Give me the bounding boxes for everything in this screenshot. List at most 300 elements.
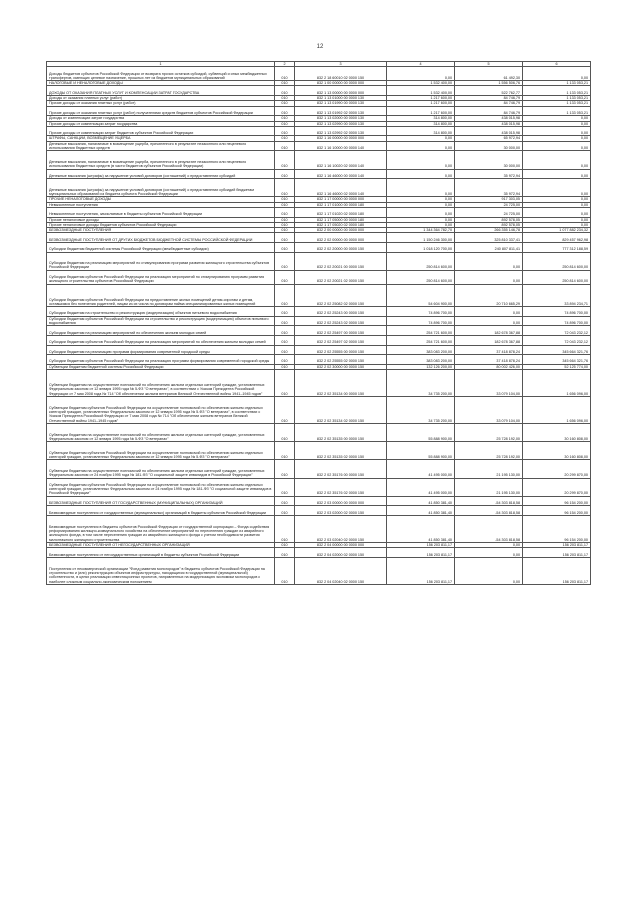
executed-amount-cell: 33 079 104,00 xyxy=(455,397,523,424)
budget-class-code-cell: 832 1 16 10000 00 0000 140 xyxy=(295,141,387,151)
budget-class-code-cell: 832 2 02 20021 00 0000 150 xyxy=(295,252,387,270)
approved-amount-cell: 0,00 xyxy=(387,197,455,202)
line-code-cell: 010 xyxy=(275,424,295,442)
revenue-name-cell: БЕЗВОЗМЕЗДНЫЕ ПОСТУПЛЕНИЯ ОТ ГОСУДАРСТВЕННЫХ (МУНИЦИПАЛЬНЫХ) ОРГАНИЗАЦИЙ xyxy=(47,496,275,506)
revenue-name-cell: ПРОЧИЕ НЕНАЛОГОВЫЕ ДОХОДЫ xyxy=(47,197,275,202)
revenue-name-cell: Денежные взыскания, налагаемые в возмещение ущерба, причиненного в результате незаконного или нецелевого использования бюджетных средств (в части бюджетов субъектов Российской Федерации) xyxy=(47,151,275,169)
line-code-cell: 010 xyxy=(275,116,295,121)
line-code-cell: 010 xyxy=(275,557,295,584)
line-code-cell: 010 xyxy=(275,67,295,81)
line-code-cell: 010 xyxy=(275,496,295,506)
budget-class-code-cell: 832 1 16 46000 02 0000 140 xyxy=(295,179,387,197)
approved-amount-cell: 54 604 900,00 xyxy=(387,284,455,307)
executed-amount-cell: 182 678 367,88 xyxy=(455,326,523,336)
page-number: 12 xyxy=(316,44,324,50)
revenue-name-cell: Субвенции бюджетам субъектов Российской Федерации на осуществление полномочий по обеспечению жильем отдельных категорий граждан, установленных Федеральным законом от 12 января 1995 года № 5-ФЗ "О ветеранах", в соответствии с Указом Президента Российской Федерации от 7 мая 2008 года № 714 "Об обеспечении жильем ветеранов Великой Отечественной войны 1941–1945 годов" xyxy=(47,397,275,424)
executed-amount-cell: 35 972,94 xyxy=(455,179,523,197)
approved-amount-cell: 0,00 xyxy=(387,67,455,81)
unexecuted-amount-cell: 0,00 xyxy=(523,141,591,151)
budget-class-code-cell: 832 2 02 00000 00 0000 000 xyxy=(295,233,387,243)
revenue-name-cell: Прочие неналоговые доходы бюджетов субъектов Российской Федерации xyxy=(47,222,275,227)
approved-amount-cell: 156 203 811,17 xyxy=(387,557,455,584)
unexecuted-amount-cell: 1 656 096,00 xyxy=(523,397,591,424)
unexecuted-amount-cell: 829 457 962,98 xyxy=(523,233,591,243)
approved-amount-cell: 0,00 xyxy=(387,222,455,227)
line-code-cell: 010 xyxy=(275,179,295,197)
unexecuted-amount-cell: 20 299 870,00 xyxy=(523,478,591,496)
unexecuted-amount-cell: 0,00 xyxy=(523,151,591,169)
table-row xyxy=(47,326,591,336)
line-code-cell: 010 xyxy=(275,355,295,365)
table-row xyxy=(47,126,591,136)
revenue-name-cell: Прочие доходы от компенсации затрат бюджетов субъектов Российской Федерации xyxy=(47,126,275,136)
line-code-cell: 010 xyxy=(275,121,295,126)
table-row xyxy=(47,460,591,478)
executed-amount-cell: 0,00 xyxy=(455,316,523,326)
approved-amount-cell: 0,00 xyxy=(387,207,455,217)
revenue-name-cell: Субвенции бюджетам на осуществление полномочий по обеспечению жильем отдельных категорий граждан, установленных Федеральным законом от 24 ноября 1995 года № 181-ФЗ "О социальной защите инвалидов в Российской Федерации" xyxy=(47,460,275,478)
line-code-cell: 010 xyxy=(275,270,295,284)
line-code-cell: 010 xyxy=(275,542,295,547)
budget-class-code-cell: 832 1 00 00000 00 0000 000 xyxy=(295,81,387,86)
executed-amount-cell: 240 807 811,41 xyxy=(455,242,523,252)
executed-amount-cell: 0,00 xyxy=(455,557,523,584)
revenue-name-cell: БЕЗВОЗМЕЗДНЫЕ ПОСТУПЛЕНИЯ ОТ НЕГОСУДАРСТВЕННЫХ ОРГАНИЗАЦИЙ xyxy=(47,542,275,547)
budget-class-code-cell: 832 2 03 00000 00 0000 000 xyxy=(295,496,387,506)
table-row xyxy=(47,557,591,584)
revenue-name-cell: ШТРАФЫ, САНКЦИИ, ВОЗМЕЩЕНИЕ УЩЕРБА xyxy=(47,136,275,141)
revenue-name-cell: Субсидии бюджетам на реализацию мероприятий по стимулированию программ развития жилищного строительства субъектов Российской Федерации xyxy=(47,252,275,270)
table-row xyxy=(47,252,591,270)
budget-revenue-table xyxy=(46,61,591,585)
approved-amount-cell: 250 814 600,00 xyxy=(387,252,455,270)
budget-class-code-cell: 832 2 02 35134 02 0000 150 xyxy=(295,397,387,424)
table-body xyxy=(47,67,591,585)
approved-amount-cell: 314 800,00 xyxy=(387,126,455,136)
budget-class-code-cell: 832 1 13 01000 00 0000 130 xyxy=(295,96,387,101)
executed-amount-cell: 182 678 367,88 xyxy=(455,335,523,345)
line-code-cell: 010 xyxy=(275,136,295,141)
revenue-name-cell: БЕЗВОЗМЕЗДНЫЕ ПОСТУПЛЕНИЯ ОТ ДРУГИХ БЮДЖЕТОВ БЮДЖЕТНОЙ СИСТЕМЫ РОССИЙСКОЙ ФЕДЕРАЦИИ xyxy=(47,233,275,243)
revenue-name-cell: Субвенции бюджетам на осуществление полномочий по обеспечению жильем отдельных категорий граждан, установленных Федеральным законом от 12 января 1995 года № 5-ФЗ "О ветеранах", в соответствии с Указом Президента Российской Федерации от 7 мая 2008 года № 714 "Об обеспечении жильем ветеранов Великой Отечественной войны 1941–1945 годов" xyxy=(47,370,275,397)
unexecuted-amount-cell: 156 203 811,17 xyxy=(523,557,591,584)
approved-amount-cell: 254 721 600,00 xyxy=(387,335,455,345)
budget-class-code-cell: 832 2 02 25555 00 0000 150 xyxy=(295,345,387,355)
table-row xyxy=(47,242,591,252)
approved-amount-cell: 1 217 600,00 xyxy=(387,101,455,106)
approved-amount-cell: 383 083 200,00 xyxy=(387,355,455,365)
budget-class-code-cell: 832 1 13 02992 02 0000 130 xyxy=(295,126,387,136)
revenue-name-cell: Денежные взыскания, налагаемые в возмещение ущерба, причиненного в результате незаконного или нецелевого использования бюджетных средств xyxy=(47,141,275,151)
budget-class-code-cell: 832 1 17 00000 00 0000 000 xyxy=(295,197,387,202)
approved-amount-cell: 0,00 xyxy=(387,169,455,179)
line-code-cell: 010 xyxy=(275,478,295,496)
revenue-name-cell: ДОХОДЫ ОТ ОКАЗАНИЯ ПЛАТНЫХ УСЛУГ И КОМПЕНСАЦИИ ЗАТРАТ ГОСУДАРСТВА xyxy=(47,86,275,96)
line-code-cell: 010 xyxy=(275,370,295,397)
unexecuted-amount-cell: 1 656 096,00 xyxy=(523,370,591,397)
executed-amount-cell: 438 015,98 xyxy=(455,126,523,136)
table-row xyxy=(47,67,591,81)
table-row xyxy=(47,307,591,317)
approved-amount-cell: 156 203 811,17 xyxy=(387,542,455,547)
approved-amount-cell: 1 532 400,00 xyxy=(387,81,455,86)
line-code-cell: 010 xyxy=(275,548,295,558)
revenue-name-cell: НАЛОГОВЫЕ И НЕНАЛОГОВЫЕ ДОХОДЫ xyxy=(47,81,275,86)
table-row xyxy=(47,345,591,355)
revenue-name-cell: Невыясненные поступления xyxy=(47,202,275,207)
line-code-cell: 010 xyxy=(275,345,295,355)
table-row xyxy=(47,169,591,179)
revenue-name-cell: Доходы от компенсации затрат государства xyxy=(47,116,275,121)
table-row xyxy=(47,151,591,169)
unexecuted-amount-cell: 0,00 xyxy=(523,202,591,207)
budget-class-code-cell: 832 2 02 20021 02 0000 150 xyxy=(295,270,387,284)
line-code-cell: 010 xyxy=(275,169,295,179)
table-row xyxy=(47,506,591,516)
approved-amount-cell: 1 018 120 700,00 xyxy=(387,242,455,252)
executed-amount-cell: 24 725,00 xyxy=(455,207,523,217)
table-row xyxy=(47,496,591,506)
line-code-cell: 010 xyxy=(275,326,295,336)
table-row xyxy=(47,270,591,284)
budget-class-code-cell: 832 2 04 00000 00 0000 000 xyxy=(295,542,387,547)
approved-amount-cell: 1 150 246 300,00 xyxy=(387,233,455,243)
approved-amount-cell: 1 532 400,00 xyxy=(387,86,455,96)
unexecuted-amount-cell: 0,00 xyxy=(523,222,591,227)
line-code-cell: 010 xyxy=(275,101,295,106)
revenue-name-cell: Субвенции бюджетам субъектов Российской Федерации на осуществление полномочий по обеспечению жильем отдельных категорий граждан, установленных Федеральным законом от 12 января 1995 года № 5-ФЗ "О ветеранах" xyxy=(47,442,275,460)
revenue-name-cell: Субсидии бюджетам на реализацию программ формирования современной городской среды xyxy=(47,345,275,355)
budget-class-code-cell: 832 2 02 25243 02 0000 150 xyxy=(295,316,387,326)
unexecuted-amount-cell: 0,00 xyxy=(523,207,591,217)
unexecuted-amount-cell: 0,00 xyxy=(523,67,591,81)
table-row xyxy=(47,284,591,307)
executed-amount-cell: 892 578,05 xyxy=(455,217,523,222)
line-code-cell: 010 xyxy=(275,96,295,101)
line-code-cell: 010 xyxy=(275,252,295,270)
budget-class-code-cell: 832 1 13 01990 00 0000 130 xyxy=(295,101,387,106)
revenue-name-cell: Доходы от оказания платных услуг (работ) xyxy=(47,96,275,101)
budget-class-code-cell: 832 2 18 60010 02 0000 150 xyxy=(295,67,387,81)
executed-amount-cell: -54 303 818,58 xyxy=(455,506,523,516)
executed-amount-cell: -54 303 818,58 xyxy=(455,515,523,542)
line-code-cell: 010 xyxy=(275,316,295,326)
executed-amount-cell: 61 492,30 xyxy=(455,67,523,81)
approved-amount-cell: 0,00 xyxy=(387,141,455,151)
budget-class-code-cell: 832 2 03 02000 02 0000 150 xyxy=(295,506,387,516)
line-code-cell: 010 xyxy=(275,106,295,116)
unexecuted-amount-cell: 0,00 xyxy=(523,217,591,222)
executed-amount-cell: 35 972,94 xyxy=(455,169,523,179)
approved-amount-cell: 41 850 381,40 xyxy=(387,515,455,542)
unexecuted-amount-cell: 72 043 232,12 xyxy=(523,335,591,345)
table-row xyxy=(47,442,591,460)
revenue-name-cell: Прочие неналоговые доходы xyxy=(47,217,275,222)
line-code-cell: 010 xyxy=(275,442,295,460)
executed-amount-cell: 21 195 130,00 xyxy=(455,478,523,496)
approved-amount-cell: 1 217 600,00 xyxy=(387,106,455,116)
approved-amount-cell: 314 800,00 xyxy=(387,121,455,126)
approved-amount-cell: 0,00 xyxy=(387,151,455,169)
approved-amount-cell: 74 896 700,00 xyxy=(387,307,455,317)
unexecuted-amount-cell: 777 312 188,59 xyxy=(523,242,591,252)
approved-amount-cell: 41 850 381,40 xyxy=(387,496,455,506)
executed-amount-cell: 25 728 192,00 xyxy=(455,424,523,442)
unexecuted-amount-cell: 0,00 xyxy=(523,121,591,126)
table-row xyxy=(47,515,591,542)
unexecuted-amount-cell: 0,00 xyxy=(523,197,591,202)
executed-amount-cell: 65 972,94 xyxy=(455,136,523,141)
line-code-cell: 010 xyxy=(275,364,295,369)
unexecuted-amount-cell: 0,00 xyxy=(523,179,591,197)
line-code-cell: 010 xyxy=(275,242,295,252)
unexecuted-amount-cell: 30 160 808,00 xyxy=(523,442,591,460)
line-code-cell: 010 xyxy=(275,284,295,307)
executed-amount-cell: 84 746,79 xyxy=(455,101,523,106)
revenue-name-cell: БЕЗВОЗМЕЗДНЫЕ ПОСТУПЛЕНИЯ xyxy=(47,228,275,233)
revenue-name-cell: Субвенции бюджетам на осуществление полномочий по обеспечению жильем отдельных категорий граждан, установленных Федеральным законом от 12 января 1995 года № 5-ФЗ "О ветеранах" xyxy=(47,424,275,442)
executed-amount-cell: 37 418 878,24 xyxy=(455,355,523,365)
table-row xyxy=(47,179,591,197)
table-row xyxy=(47,233,591,243)
executed-amount-cell: 438 015,98 xyxy=(455,116,523,121)
revenue-name-cell: Субсидии бюджетам на строительство и реконструкцию (модернизацию) объектов питьевого водоснабжения xyxy=(47,307,275,317)
approved-amount-cell: 41 495 000,00 xyxy=(387,478,455,496)
approved-amount-cell: 74 896 700,00 xyxy=(387,316,455,326)
budget-class-code-cell: 832 1 17 05000 00 0000 180 xyxy=(295,217,387,222)
table-row xyxy=(47,478,591,496)
revenue-name-cell: Прочие доходы от оказания платных услуг (работ) получателями средств бюджетов субъектов Российской Федерации xyxy=(47,106,275,116)
budget-class-code-cell: 832 1 16 00000 00 0000 000 xyxy=(295,136,387,141)
executed-amount-cell: 1 556 506,76 xyxy=(455,81,523,86)
revenue-name-cell: Субсидии бюджетам субъектов Российской Федерации на реализацию мероприятий по стимулированию программ развития жилищного строительства субъектов Российской Федерации xyxy=(47,270,275,284)
table-row xyxy=(47,222,591,227)
table-row xyxy=(47,86,591,96)
budget-class-code-cell: 832 2 03 02040 02 0000 150 xyxy=(295,515,387,542)
table-row xyxy=(47,106,591,116)
unexecuted-amount-cell: 1 133 053,21 xyxy=(523,106,591,116)
line-code-cell: 010 xyxy=(275,202,295,207)
executed-amount-cell: 0,00 xyxy=(455,548,523,558)
executed-amount-cell: 30 000,00 xyxy=(455,151,523,169)
line-code-cell: 010 xyxy=(275,222,295,227)
budget-class-code-cell: 832 2 02 25082 02 0000 150 xyxy=(295,284,387,307)
revenue-name-cell: Невыясненные поступления, зачисляемые в бюджеты субъектов Российской Федерации xyxy=(47,207,275,217)
approved-amount-cell: 0,00 xyxy=(387,179,455,197)
unexecuted-amount-cell: 1 133 053,21 xyxy=(523,96,591,101)
table-row xyxy=(47,141,591,151)
revenue-name-cell: Субсидии бюджетам субъектов Российской Федерации на предоставление жилых помещений детям-сиротам и детям, оставшимся без попечения родителей, лицам из их числа по договорам найма специализированных жилых помещений xyxy=(47,284,275,307)
executed-amount-cell: 0,00 xyxy=(455,252,523,270)
budget-class-code-cell: 832 2 02 25555 02 0000 150 xyxy=(295,355,387,365)
executed-amount-cell: 917 303,05 xyxy=(455,197,523,202)
budget-class-code-cell: 832 2 02 20000 00 0000 150 xyxy=(295,242,387,252)
budget-class-code-cell: 832 2 02 35176 00 0000 150 xyxy=(295,460,387,478)
revenue-name-cell: Субсидии бюджетам бюджетной системы Российской Федерации (межбюджетные субсидии) xyxy=(47,242,275,252)
executed-amount-cell: 0,00 xyxy=(455,542,523,547)
approved-amount-cell: 55 888 900,00 xyxy=(387,442,455,460)
column-number: 4 xyxy=(387,62,455,67)
approved-amount-cell: 34 735 200,00 xyxy=(387,397,455,424)
table-row xyxy=(47,397,591,424)
table-row xyxy=(47,548,591,558)
budget-class-code-cell: 832 1 13 00000 00 0000 000 xyxy=(295,86,387,96)
unexecuted-amount-cell: 74 896 700,00 xyxy=(523,316,591,326)
executed-amount-cell: 325 810 337,41 xyxy=(455,233,523,243)
budget-class-code-cell: 832 1 17 01020 02 0000 180 xyxy=(295,207,387,217)
revenue-name-cell: Безвозмездные поступления от государственных (муниципальных) организаций в бюджеты субъектов Российской Федерации xyxy=(47,506,275,516)
approved-amount-cell: 41 850 381,40 xyxy=(387,506,455,516)
unexecuted-amount-cell: 52 125 774,00 xyxy=(523,364,591,369)
line-code-cell: 010 xyxy=(275,307,295,317)
approved-amount-cell: 314 800,00 xyxy=(387,116,455,121)
table-row xyxy=(47,424,591,442)
line-code-cell: 010 xyxy=(275,217,295,222)
revenue-name-cell: Субвенции бюджетам субъектов Российской Федерации на осуществление полномочий по обеспечению жильем отдельных категорий граждан, установленных Федеральным законом от 24 ноября 1995 года № 181-ФЗ "О социальной защите инвалидов в Российской Федерации" xyxy=(47,478,275,496)
table-row xyxy=(47,207,591,217)
executed-amount-cell: 25 728 192,00 xyxy=(455,442,523,460)
approved-amount-cell: 0,00 xyxy=(387,202,455,207)
unexecuted-amount-cell: 156 203 811,17 xyxy=(523,542,591,547)
budget-class-code-cell: 832 2 02 25497 02 0000 150 xyxy=(295,335,387,345)
revenue-name-cell: Прочие доходы от компенсации затрат государства xyxy=(47,121,275,126)
unexecuted-amount-cell: 1 133 053,21 xyxy=(523,101,591,106)
approved-amount-cell: 383 083 200,00 xyxy=(387,345,455,355)
table-row xyxy=(47,136,591,141)
revenue-name-cell: Денежные взыскания (штрафы) за нарушение условий договоров (соглашений) о предоставлении субсидий бюджетам муниципальных образований из бюджета субъекта Российской Федерации xyxy=(47,179,275,197)
line-code-cell: 010 xyxy=(275,81,295,86)
budget-class-code-cell: 832 2 02 35134 00 0000 150 xyxy=(295,370,387,397)
executed-amount-cell: 37 418 878,24 xyxy=(455,345,523,355)
table-row xyxy=(47,316,591,326)
column-number: 2 xyxy=(275,62,295,67)
line-code-cell: 010 xyxy=(275,126,295,136)
budget-class-code-cell: 832 1 13 02000 00 0000 130 xyxy=(295,116,387,121)
line-code-cell: 010 xyxy=(275,141,295,151)
revenue-name-cell: Прочие доходы от оказания платных услуг (работ) xyxy=(47,101,275,106)
unexecuted-amount-cell: 20 299 870,00 xyxy=(523,460,591,478)
column-number: 5 xyxy=(455,62,523,67)
budget-class-code-cell: 832 1 13 01992 02 0000 130 xyxy=(295,106,387,116)
revenue-name-cell: Безвозмездные поступления от негосударственных организаций в бюджеты субъектов Российской Федерации xyxy=(47,548,275,558)
executed-amount-cell: 0,00 xyxy=(455,270,523,284)
table-row xyxy=(47,355,591,365)
line-code-cell: 010 xyxy=(275,207,295,217)
budget-class-code-cell: 832 1 16 10020 02 0000 140 xyxy=(295,151,387,169)
line-code-cell: 010 xyxy=(275,228,295,233)
revenue-name-cell: Денежные взыскания (штрафы) за нарушение условий договоров (соглашений) о предоставлении субсидий xyxy=(47,169,275,179)
budget-class-code-cell: 832 2 04 02040 02 0000 150 xyxy=(295,557,387,584)
budget-class-code-cell: 832 2 02 35176 02 0000 150 xyxy=(295,478,387,496)
line-code-cell: 010 xyxy=(275,515,295,542)
revenue-name-cell: Безвозмездные поступления в бюджеты субъектов Российской Федерации от государственной корпорации – Фонда содействия реформированию жилищно-коммунального хозяйства на обеспечение мероприятий по переселению граждан из аварийного жилищного фонда, в том числе переселению граждан из аварийного жилищного фонда с учетом необходимости развития малоэтажного жилищного строительства xyxy=(47,515,275,542)
revenue-name-cell: Субсидии бюджетам на реализацию мероприятий по обеспечению жильем молодых семей xyxy=(47,326,275,336)
unexecuted-amount-cell: 345 664 321,76 xyxy=(523,345,591,355)
unexecuted-amount-cell: 74 896 700,00 xyxy=(523,307,591,317)
approved-amount-cell: 55 888 900,00 xyxy=(387,424,455,442)
budget-class-code-cell: 832 2 02 35135 00 0000 150 xyxy=(295,424,387,442)
revenue-name-cell: Субсидии бюджетам субъектов Российской Федерации на реализацию мероприятий по обеспечению жильем молодых семей xyxy=(47,335,275,345)
unexecuted-amount-cell: 345 664 321,76 xyxy=(523,355,591,365)
approved-amount-cell: 0,00 xyxy=(387,217,455,222)
executed-amount-cell: 84 746,79 xyxy=(455,106,523,116)
table-row xyxy=(47,101,591,106)
executed-amount-cell: 21 195 130,00 xyxy=(455,460,523,478)
unexecuted-amount-cell: 0,00 xyxy=(523,126,591,136)
approved-amount-cell: 250 814 600,00 xyxy=(387,270,455,284)
line-code-cell: 010 xyxy=(275,335,295,345)
executed-amount-cell: 438 015,98 xyxy=(455,121,523,126)
unexecuted-amount-cell: 0,00 xyxy=(523,136,591,141)
unexecuted-amount-cell: 96 154 200,00 xyxy=(523,515,591,542)
line-code-cell: 010 xyxy=(275,197,295,202)
line-code-cell: 010 xyxy=(275,233,295,243)
line-code-cell: 010 xyxy=(275,460,295,478)
executed-amount-cell: 522 762,77 xyxy=(455,86,523,96)
budget-class-code-cell: 832 2 02 30000 00 0000 150 xyxy=(295,364,387,369)
line-code-cell: 010 xyxy=(275,151,295,169)
unexecuted-amount-cell: 72 043 232,12 xyxy=(523,326,591,336)
unexecuted-amount-cell: 1 133 053,21 xyxy=(523,81,591,86)
column-number: 3 xyxy=(295,62,387,67)
executed-amount-cell: 0,00 xyxy=(455,307,523,317)
approved-amount-cell: 41 495 000,00 xyxy=(387,460,455,478)
column-number: 6 xyxy=(523,62,591,67)
line-code-cell: 010 xyxy=(275,86,295,96)
executed-amount-cell: 30 000,00 xyxy=(455,141,523,151)
executed-amount-cell: 33 079 104,00 xyxy=(455,370,523,397)
unexecuted-amount-cell: 96 154 200,00 xyxy=(523,496,591,506)
executed-amount-cell: 266 355 146,78 xyxy=(455,228,523,233)
revenue-name-cell: Субсидии бюджетам субъектов Российской Федерации на реализацию программ формирования современной городской среды xyxy=(47,355,275,365)
unexecuted-amount-cell: 33 894 234,71 xyxy=(523,284,591,307)
executed-amount-cell: 892 578,05 xyxy=(455,222,523,227)
unexecuted-amount-cell: 0,00 xyxy=(523,116,591,121)
approved-amount-cell: 1 217 600,00 xyxy=(387,96,455,101)
approved-amount-cell: 254 721 600,00 xyxy=(387,326,455,336)
executed-amount-cell: 80 002 426,00 xyxy=(455,364,523,369)
unexecuted-amount-cell: 250 814 600,00 xyxy=(523,270,591,284)
executed-amount-cell: 20 710 665,29 xyxy=(455,284,523,307)
executed-amount-cell: 24 725,00 xyxy=(455,202,523,207)
unexecuted-amount-cell: 1 077 882 234,32 xyxy=(523,228,591,233)
approved-amount-cell: 0,00 xyxy=(387,136,455,141)
executed-amount-cell: 84 746,79 xyxy=(455,96,523,101)
approved-amount-cell: 156 203 811,17 xyxy=(387,548,455,558)
budget-class-code-cell: 832 2 02 25497 00 0000 150 xyxy=(295,326,387,336)
revenue-name-cell: Поступления от некоммерческой организации "Фонд развития моногородов" в бюджеты субъектов Российской Федерации на строительство и (или) реконструкцию объектов инфраструктуры, находящихся в государственной (муниципальной) собственности, в целях реализации инвестиционных проектов, направленных на модернизацию экономики моногородов с наиболее сложным социально-экономическим положением xyxy=(47,557,275,584)
column-number: 1 xyxy=(47,62,275,67)
unexecuted-amount-cell: 0,00 xyxy=(523,169,591,179)
line-code-cell: 010 xyxy=(275,397,295,424)
unexecuted-amount-cell: 250 814 600,00 xyxy=(523,252,591,270)
budget-class-code-cell: 832 2 04 02000 02 0000 150 xyxy=(295,548,387,558)
approved-amount-cell: 1 344 364 782,70 xyxy=(387,228,455,233)
budget-class-code-cell: 832 2 02 25243 00 0000 150 xyxy=(295,307,387,317)
unexecuted-amount-cell: 30 160 808,00 xyxy=(523,424,591,442)
revenue-name-cell: Субсидии бюджетам субъектов Российской Федерации на строительство и реконструкцию (модернизацию) объектов питьевого водоснабжения xyxy=(47,316,275,326)
table-row xyxy=(47,335,591,345)
unexecuted-amount-cell: 156 203 811,17 xyxy=(523,548,591,558)
unexecuted-amount-cell: 1 133 053,21 xyxy=(523,86,591,96)
table-row xyxy=(47,364,591,369)
budget-class-code-cell: 832 1 17 05020 02 0000 180 xyxy=(295,222,387,227)
revenue-name-cell: Доходы бюджетов субъектов Российской Федерации от возврата прочих остатков субсидий, субвенций и иных межбюджетных трансфертов, имеющих целевое назначение, прошлых лет из бюджетов муниципальных образований xyxy=(47,67,275,81)
approved-amount-cell: 34 735 200,00 xyxy=(387,370,455,397)
budget-class-code-cell: 832 1 16 46000 00 0000 140 xyxy=(295,169,387,179)
revenue-name-cell: Субвенции бюджетам бюджетной системы Российской Федерации xyxy=(47,364,275,369)
executed-amount-cell: -54 303 818,58 xyxy=(455,496,523,506)
